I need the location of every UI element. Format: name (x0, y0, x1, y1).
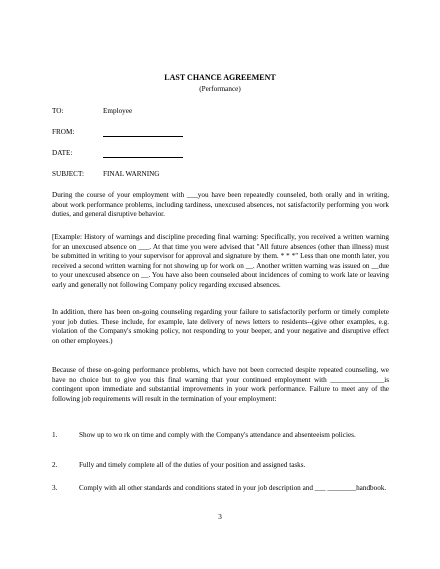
subject-label: SUBJECT: (52, 170, 84, 178)
document-subtitle: (Performance) (199, 85, 241, 93)
document-title: LAST CHANCE AGREEMENT (164, 73, 276, 82)
to-label: TO: (52, 107, 64, 115)
subject-value: FINAL WARNING (103, 170, 160, 178)
to-value: Employee (103, 107, 133, 115)
paragraph-final-warning: Because of these on-going performance problems, which have not been corrected despite repeated counseling, we have no choice but to give you this final warning that your continued employment with _______________is contingent upon immediate and substantial improvements in your work performance. Failure to meet any of the following job requirements will result in the termination of your employment: (52, 366, 389, 403)
date-label: DATE: (52, 149, 73, 157)
paragraph-counseling: During the course of your employment with ___you have been repeatedly counseled, both orally and in writing, about work performance problems, including tardiness, unexcused absences, not satisfactorily performing you work duties, and general disruptive behavior. (52, 191, 389, 219)
paragraph-example: [Example: History of warnings and discipline preceding final warning: Specifically, you received a written warning for an unexcused absence on ___. At that time you were advised that "All future absences (other than illness) must be submitted in writing to your supervisor for approval and signature by them. * * *" Less than one month later, you received a second written warning for not showing up for work on __. Another written warning was issued on __due to your unexcused absence on __. You have also been counseled about incidences of coming to work late or leaving early and generally not following Company policy regarding excused absences. (52, 233, 389, 289)
date-blank-line (103, 149, 183, 162)
page-number: 3 (218, 513, 222, 521)
list-item-text: Comply with all other standards and conditions stated in your job description and ___ ________handbook. (79, 484, 387, 492)
list-item-number: 3. (52, 484, 58, 492)
list-item-text: Show up to wo rk on time and comply with the Company's attendance and absenteeism policies. (79, 431, 356, 439)
list-item-number: 1. (52, 431, 58, 439)
paragraph-additional-counseling: In addition, there has been on-going counseling regarding your failure to satisfactorily perform or timely complete your job duties. These include, for example, late delivery of news letters to residents--(give other examples, e.g. violation of the Company's smoking policy, not responding to your beeper, and your negative and disruptive effect on other employees.) (52, 308, 389, 345)
list-item-text: Fully and timely complete all of the duties of your position and assigned tasks. (79, 461, 306, 469)
from-blank-line (103, 128, 183, 141)
from-label: FROM: (52, 128, 75, 136)
list-item-number: 2. (52, 461, 58, 469)
